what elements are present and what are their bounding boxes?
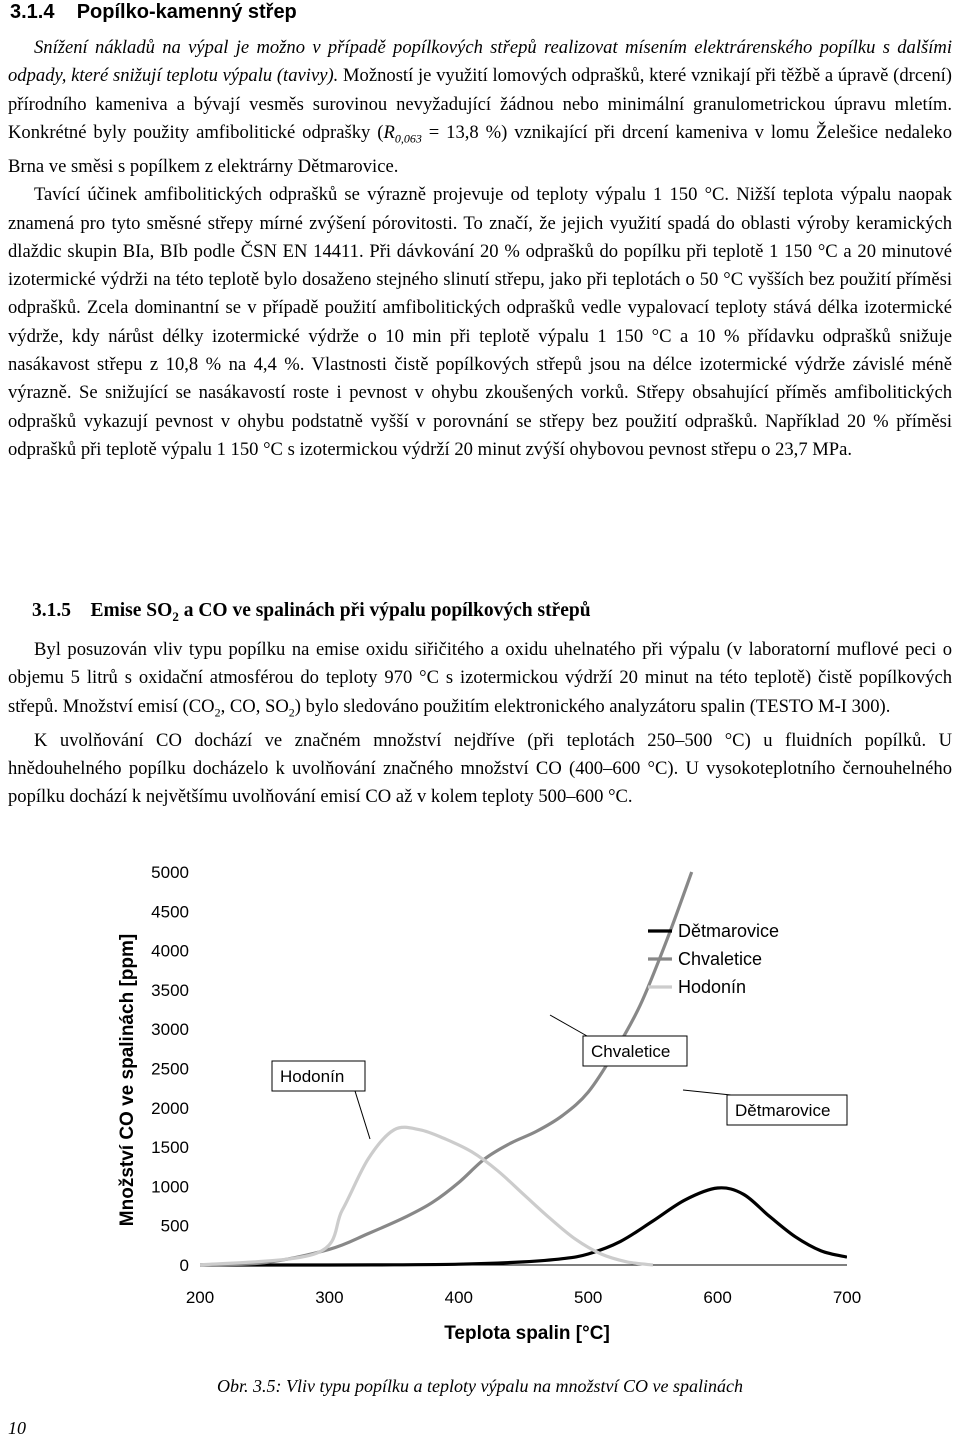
x-tick-label: 200: [185, 1288, 215, 1307]
paragraph: Tavící účinek amfibolitických odprašků se výrazně projevuje od teploty výpalu 1 150 °C. Nižší teplota výpalu naopak znamená pro tyto směsné střepy mírné zvýšení pórovitosti. To značí, že jejich využití spadá do oblasti výroby keramických dlaždic skupin BIa, BIb podle ČSN EN 14411. Při dávkování 20 % odprašků do popílku při teplotě 1 150 °C a 20 minutové izotermické výdrži na této teplotě bylo dosaženo stejného slinutí střepu, jako při teplotách o 50 °C vyšších bez použití příměsi odprašků. Zcela dominantní se v případě použití amfibolitických odprašků vedle vypalovací teploty stává délka izotermické výdrže, kdy nárůst délky izotermické výdrže o 10 min při teplotě výpalu 1 150 °C a 10 % přídavku odprašků snižuje nasákavost střepu z 10,8 % na 4,4 %. Vlastnosti čistě popílkových střepů jsou na délce izotermické výdrže závislé méně výrazně. Se snižující se nasákavostí roste i pevnost v ohybu zkoušených vorků. Střepy obsahující příměs amfibolitických odprašků vykazují pevnost v ohybu podstatně vyšší v porovnání se střepy bez použití odprašků. Například 20 % příměsi odprašků při teplotě výpalu 1 150 °C s izotermickou výdrží 20 minut zvýší ohybovou pevnost střepu o 23,7 MPa.: [8, 184, 952, 460]
subscript: 2: [214, 705, 221, 720]
page-number: 10: [8, 1418, 26, 1438]
symbol-subscript: 0,063: [394, 131, 422, 146]
text-run: , CO, SO: [220, 695, 289, 717]
annotation-label: Chvaletice: [591, 1042, 671, 1061]
text-run: Možností je využití lomových odprašků, které vznikají při těžbě a úpravě (drcení) přírodního kameniva a bývají vesměs surovinou nevyžadující žádnou nebo minimální granulometrickou úpravu mletím. Konkrétné byly použity amfibolitické odprašky (: [8, 65, 952, 143]
series-line-dětmarovice: [200, 1188, 847, 1265]
y-tick-label: 1000: [151, 1177, 189, 1197]
y-tick-label: 2500: [151, 1059, 189, 1079]
text-run: Byl posuzován vliv typu popílku na emise oxidu siřičitého a oxidu uhelnatého při výpalu (v laboratorní muflové peci o objemu 5 litrů s oxidační atmosférou do teploty 970 °C s izotermickou výdrží 20 minut na této teplotě) čistě popílkových střepů. Množství emisí (CO: [8, 639, 952, 717]
legend-label: Hodonín: [678, 977, 747, 997]
section-3-1-4-body: [8, 34, 952, 464]
y-tick-label: 2000: [151, 1098, 189, 1118]
y-tick-label: 3000: [151, 1020, 189, 1040]
text-run: ) bylo sledováno použitím elektronického analyzátoru spalin (TESTO M-I 300).: [294, 695, 891, 717]
italic-intro: Snížení nákladů na výpal je možno v případě popílkových střepů realizovat mísením elektrárenského popílku s dalšími odpady, které snižují teplotu výpalu (tavivy).: [8, 37, 952, 87]
section-heading-3-1-5: [32, 597, 591, 631]
annotation-leader: [550, 1015, 587, 1036]
title-part: Emise SO: [90, 600, 173, 621]
x-tick-label: 300: [315, 1288, 344, 1307]
x-axis-label: Teplota spalin [°C]: [444, 1323, 610, 1344]
y-tick-label: 4000: [151, 941, 189, 961]
text-run: = 13,8 %) vznikající při drcení kameniva v lomu Želešice nedaleko Brna ve směsi s popílkem z elektrárny Dětmarovice.: [8, 121, 953, 177]
annotation-label: Hodonín: [280, 1067, 345, 1086]
section-number: 3.1.4: [10, 1, 55, 23]
section-title: [90, 600, 591, 624]
co-emission-chart: [0, 850, 960, 1370]
series-line-hodonín: [200, 1127, 653, 1265]
section-number: 3.1.5: [32, 600, 71, 621]
y-tick-label: 4500: [151, 902, 189, 922]
y-tick-label: 0: [179, 1256, 189, 1275]
section-3-1-5-body: [8, 636, 952, 812]
paragraph: [8, 636, 952, 727]
symbol-r: R: [383, 121, 395, 143]
x-tick-label: 600: [703, 1288, 732, 1307]
paragraph: [8, 34, 952, 181]
section-heading-3-1-4: [10, 0, 297, 24]
title-part: a CO ve spalinách při výpalu popílkových střepů: [178, 600, 591, 621]
title-subscript: 2: [172, 608, 179, 624]
y-tick-label: 1500: [151, 1138, 189, 1158]
subscript: 2: [288, 705, 295, 720]
y-axis-label: Množství CO ve spalinách [ppm]: [117, 933, 138, 1227]
annotation-leader: [683, 1090, 731, 1095]
y-tick-label: 3500: [151, 980, 189, 1000]
x-tick-label: 500: [574, 1288, 603, 1307]
y-tick-label: 500: [160, 1216, 189, 1236]
x-tick-label: 400: [444, 1288, 473, 1307]
x-tick-label: 700: [832, 1288, 862, 1307]
figure-caption: Obr. 3.5: Vliv typu popílku a teploty výpalu na množství CO ve spalinách: [217, 1376, 743, 1396]
y-tick-label: 5000: [151, 863, 189, 882]
paragraph: K uvolňování CO dochází ve značném množství nejdříve (při teplotách 250–500 °C) u fluidních popílků. U hnědouhelného popílku docházelo k uvolňování značného množství CO (400–600 °C). U vysokoteplotního černouhelného popílku dochází k největšímu uvolňování emisí CO až v kolem teploty 500–600 °C.: [8, 729, 952, 808]
annotation-label: Dětmarovice: [735, 1101, 831, 1120]
annotation-leader: [355, 1091, 370, 1139]
section-title: Popílko-kamenný střep: [76, 1, 297, 23]
legend-label: Chvaletice: [678, 949, 763, 969]
legend-label: Dětmarovice: [678, 921, 780, 941]
